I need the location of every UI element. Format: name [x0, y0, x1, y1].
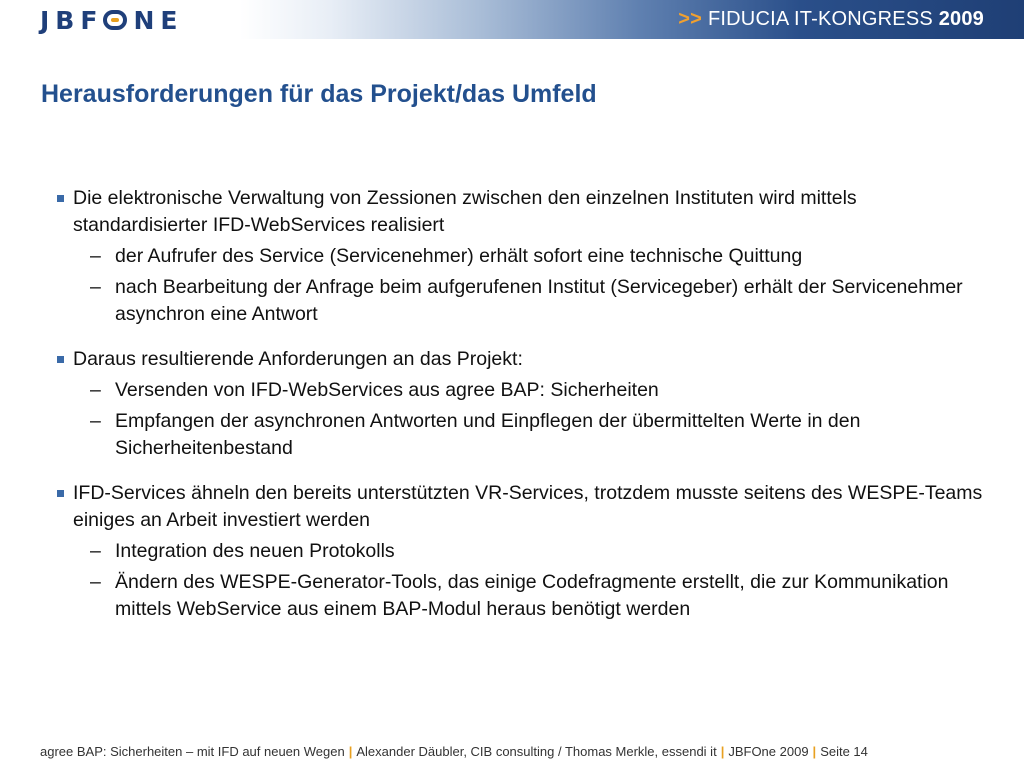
- footer-page-number: Seite 14: [820, 744, 868, 759]
- dash-marker: –: [90, 571, 101, 593]
- footer-separator: |: [720, 744, 725, 759]
- bullet-item: Die elektronische Verwaltung von Zessionen zwischen den einzelnen Instituten wird mittels standardisierter IFD-WebServices realisiert: [56, 185, 996, 239]
- footer-separator: |: [348, 744, 353, 759]
- dash-marker: –: [90, 379, 101, 401]
- congress-label: [678, 8, 984, 31]
- header-band: [0, 0, 1024, 39]
- sub-item-text: Versenden von IFD-WebServices aus agree BAP: Sicherheiten: [115, 379, 659, 401]
- dash-marker: –: [90, 410, 101, 432]
- sub-item: [56, 569, 996, 623]
- bullet-group: [56, 480, 996, 623]
- logo-text-left: JBF: [40, 5, 104, 35]
- congress-name: FIDUCIA IT-KONGRESS: [707, 8, 933, 30]
- dash-marker: –: [90, 276, 101, 298]
- footer-authors: Alexander Däubler, CIB consulting / Thomas Merkle, essendi it: [356, 744, 717, 759]
- bullet-group: [56, 346, 996, 462]
- logo-o-icon: [103, 10, 127, 30]
- logo-text-right: NE: [133, 5, 184, 35]
- footer-event: JBFOne 2009: [728, 744, 809, 759]
- bullet-item: Daraus resultierende Anforderungen an das Projekt:: [56, 346, 996, 373]
- sub-item: [56, 408, 996, 462]
- sub-item: [56, 274, 996, 328]
- sub-item-text: nach Bearbeitung der Anfrage beim aufgerufenen Institut (Servicegeber) erhält der Servicenehmer asynchron eine Antwort: [115, 276, 963, 325]
- jbfone-logo: [40, 7, 183, 33]
- footer-separator: |: [812, 744, 817, 759]
- dash-marker: –: [90, 540, 101, 562]
- dash-marker: –: [90, 245, 101, 267]
- content-body: [56, 185, 996, 641]
- bullet-group: [56, 185, 996, 328]
- sub-item: [56, 377, 996, 404]
- congress-year: 2009: [938, 8, 984, 30]
- sub-item: [56, 538, 996, 565]
- double-arrow-icon: >>: [678, 8, 702, 30]
- sub-item-text: Empfangen der asynchronen Antworten und Einpflegen der übermittelten Werte in den Sicherheitenbestand: [115, 410, 861, 459]
- sub-item-text: der Aufrufer des Service (Servicenehmer) erhält sofort eine technische Quittung: [115, 245, 803, 267]
- page-title: Herausforderungen für das Projekt/das Umfeld: [41, 80, 597, 108]
- sub-item-text: Integration des neuen Protokolls: [115, 540, 395, 562]
- sub-item: [56, 243, 996, 270]
- footer-talk-title: agree BAP: Sicherheiten – mit IFD auf neuen Wegen: [40, 744, 345, 759]
- sub-item-text: Ändern des WESPE-Generator-Tools, das einige Codefragmente erstellt, die zur Kommunikation mittels WebService aus einem BAP-Modul heraus benötigt werden: [115, 571, 949, 620]
- bullet-item: IFD-Services ähneln den bereits unterstützten VR-Services, trotzdem musste seitens des WESPE-Teams einiges an Arbeit investiert werden: [56, 480, 996, 534]
- slide-footer: [40, 744, 868, 759]
